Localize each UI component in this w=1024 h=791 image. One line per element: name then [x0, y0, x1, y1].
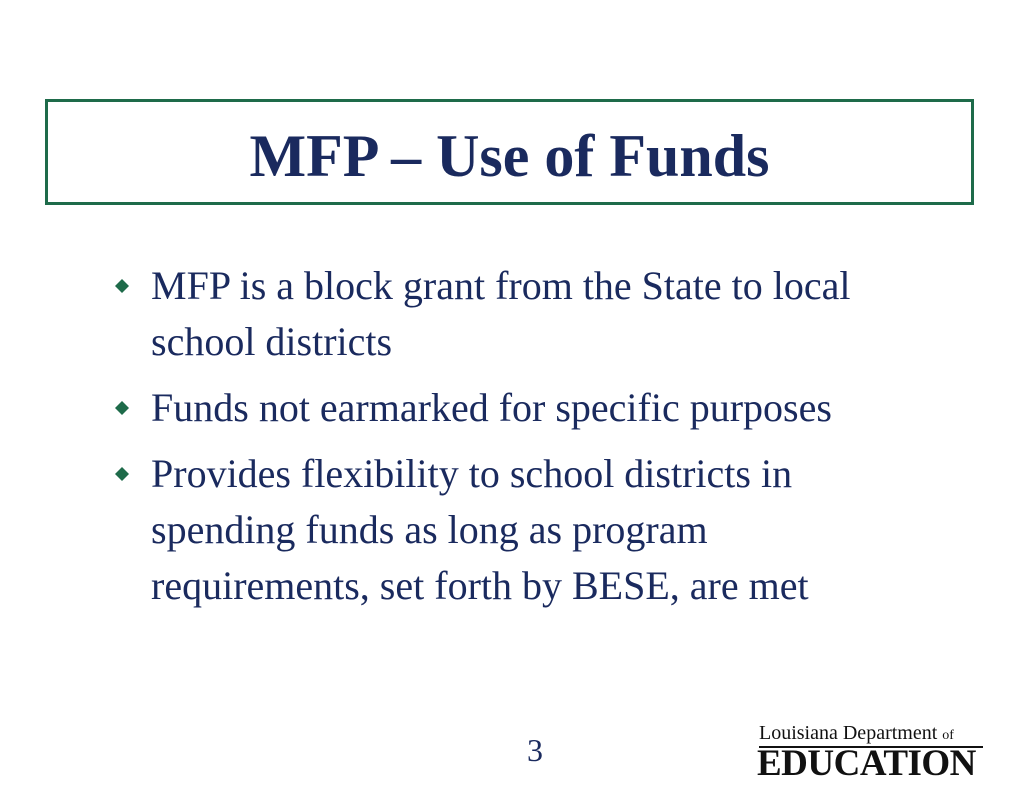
- bullet-text: Funds not earmarked for specific purposes: [151, 385, 832, 430]
- bullet-item: [115, 258, 875, 370]
- diamond-bullet-icon: [115, 401, 129, 415]
- logo-line1-text: Louisiana Department: [759, 722, 938, 744]
- bullet-text: MFP is a block grant from the State to local school districts: [151, 263, 851, 364]
- diamond-bullet-icon: [115, 279, 129, 293]
- title-box: [45, 99, 974, 205]
- bullet-text: Provides flexibility to school districts in spending funds as long as program requirements, set forth by BESE, are met: [151, 451, 809, 608]
- logo-line2: EDUCATION: [757, 743, 976, 784]
- diamond-bullet-icon: [115, 467, 129, 481]
- page-number: 3: [527, 732, 543, 768]
- bullet-item: [115, 380, 875, 436]
- logo-of-text: of: [942, 728, 954, 743]
- bullet-item: [115, 446, 875, 614]
- louisiana-doe-logo: [757, 722, 985, 784]
- bullet-list: [115, 258, 875, 624]
- slide-title: MFP – Use of Funds: [249, 123, 770, 189]
